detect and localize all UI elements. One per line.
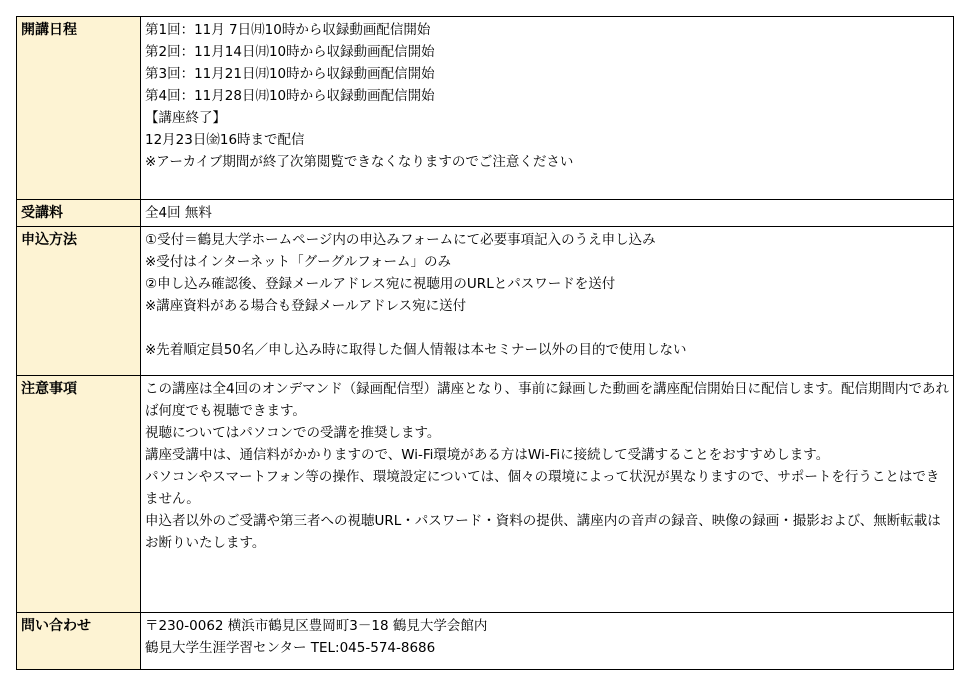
- content-application: [141, 227, 954, 376]
- application-line: ①受付＝鶴見大学ホームページ内の申込みフォームにて必要事項記入のうえ申し込み: [145, 232, 656, 248]
- application-line: ②申し込み確認後、登録メールアドレス宛に視聴用のURLとパスワードを送付: [145, 276, 616, 292]
- application-line: ※講座資料がある場合も登録メールアドレス宛に送付: [145, 298, 467, 314]
- content-contact: [141, 613, 954, 670]
- schedule-line: ※アーカイブ期間が終了次第閲覧できなくなりますのでご注意ください: [145, 154, 574, 170]
- application-line: ※先着順定員50名／申し込み時に取得した個人情報は本セミナー以外の目的で使用しない: [145, 342, 687, 358]
- notes-line: 視聴についてはパソコンでの受講を推奨します。: [145, 425, 441, 441]
- label-contact: 問い合わせ: [17, 613, 141, 670]
- row-notes: [17, 376, 954, 613]
- notes-line: この講座は全4回のオンデマンド（録画配信型）講座となり、事前に録画した動画を講座配信開始日に配信します。配信期間内であれば何度でも視聴できます。: [145, 381, 950, 419]
- notes-line: 申込者以外のご受講や第三者への視聴URL・パスワード・資料の提供、講座内の音声の録音、映像の録画・撮影および、無断転載はお断りいたします。: [145, 513, 941, 551]
- schedule-line: 第2回：11月14日㈪10時から収録動画配信開始: [145, 44, 435, 60]
- row-fee: [17, 200, 954, 227]
- content-schedule: [141, 17, 954, 200]
- schedule-line: 12月23日㈮16時まで配信: [145, 132, 305, 148]
- application-line: ※受付はインターネット「グーグルフォーム」のみ: [145, 254, 452, 270]
- application-line: [145, 317, 949, 339]
- row-schedule: [17, 17, 954, 200]
- course-info-table: [16, 16, 954, 670]
- label-schedule: 開講日程: [17, 17, 141, 200]
- content-notes: [141, 376, 954, 613]
- content-fee: [141, 200, 954, 227]
- schedule-line: 【講座終了】: [145, 110, 226, 126]
- label-application: 申込方法: [17, 227, 141, 376]
- schedule-line: 第4回：11月28日㈪10時から収録動画配信開始: [145, 88, 435, 104]
- contact-address: 〒230-0062 横浜市鶴見区豊岡町3－18 鶴見大学会館内: [145, 618, 488, 634]
- schedule-line: 第3回：11月21日㈪10時から収録動画配信開始: [145, 66, 435, 82]
- schedule-line: 第1回：11月 7日㈪10時から収録動画配信開始: [145, 22, 431, 38]
- contact-phone: 鶴見大学生涯学習センター TEL:045-574-8686: [145, 640, 436, 656]
- label-notes: 注意事項: [17, 376, 141, 613]
- notes-line: 講座受講中は、通信料がかかりますので、Wi-Fi環境がある方はWi-Fiに接続して受講することをおすすめします。: [145, 447, 830, 463]
- notes-line: パソコンやスマートフォン等の操作、環境設定については、個々の環境によって状況が異なりますので、サポートを行うことはできません。: [145, 469, 940, 507]
- fee-line: 全4回 無料: [145, 205, 212, 221]
- row-application: [17, 227, 954, 376]
- row-contact: [17, 613, 954, 670]
- label-fee: 受講料: [17, 200, 141, 227]
